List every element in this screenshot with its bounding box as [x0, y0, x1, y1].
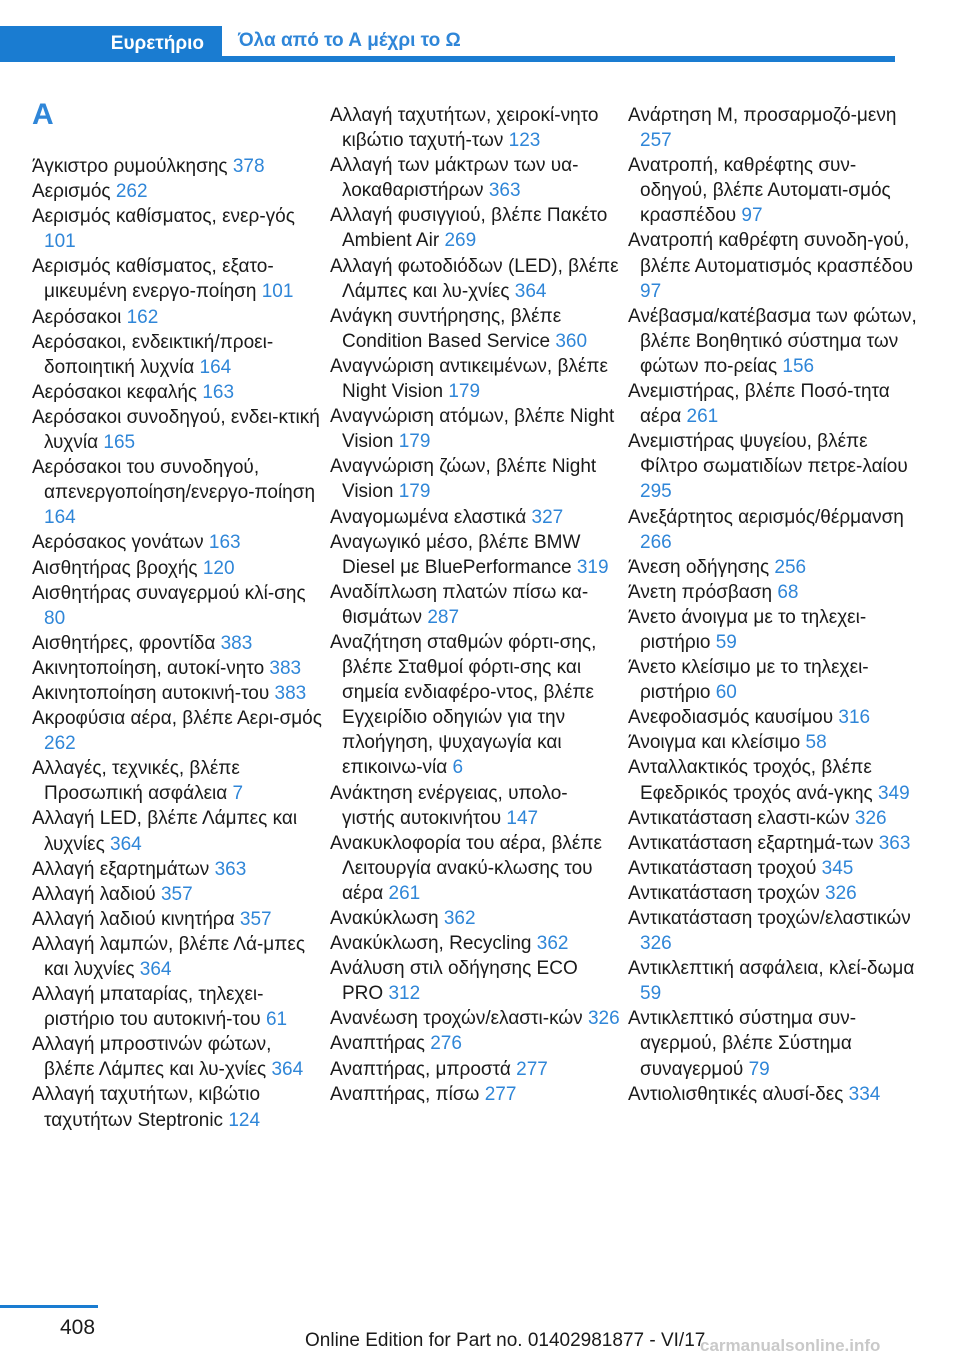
index-entry: [628, 705, 918, 730]
page-link[interactable]: 163: [202, 381, 235, 403]
page-link[interactable]: 266: [640, 531, 672, 553]
page-link[interactable]: 364: [514, 280, 547, 302]
index-entry: [32, 405, 322, 455]
entry-term: Αντιολισθητικές αλυσί‐δες: [628, 1083, 844, 1105]
page-link[interactable]: 357: [239, 908, 272, 930]
entry-term: Αλλαγή φυσιγγιού, βλέπε Πακέτο Ambient Air: [330, 205, 608, 252]
page-link[interactable]: 101: [44, 231, 76, 253]
entry-term: Αερισμός: [32, 181, 111, 203]
entry-term: Άνεση οδήγησης: [628, 556, 770, 578]
page-link[interactable]: 256: [774, 556, 807, 578]
index-entry: [628, 831, 918, 856]
index-entry: [330, 781, 620, 831]
entry-term: Άνετο άνοιγμα με το τηλεχει‐ριστήριο: [628, 606, 867, 653]
index-entry: [628, 956, 918, 1006]
page-link[interactable]: 277: [484, 1083, 517, 1105]
entry-term: Ανεμιστήρας ψυγείου, βλέπε Φίλτρο σωματιδίων πετρε‐λαίου: [628, 431, 908, 478]
watermark: carmanualsonline.info: [700, 1336, 881, 1355]
index-entry: [628, 505, 918, 555]
index-entry: [628, 580, 918, 605]
page-link[interactable]: 383: [274, 682, 307, 704]
index-entry: [628, 806, 918, 831]
page-link[interactable]: 101: [261, 281, 294, 303]
entry-term: Αναγωγικό μέσο, βλέπε BMW Diesel με BluePerformance: [330, 531, 581, 578]
page-link[interactable]: 363: [214, 858, 247, 880]
entry-term: Αντικατάσταση τροχού: [628, 857, 817, 879]
entry-term: Ακινητοποίηση αυτοκινή‐του: [32, 682, 270, 704]
entry-term: Αναπτήρας, μπροστά: [330, 1058, 511, 1080]
page-link[interactable]: 156: [782, 355, 815, 377]
index-entry: [628, 379, 918, 429]
index-entry: [32, 656, 322, 681]
page-link[interactable]: 162: [126, 306, 159, 328]
page-link[interactable]: 179: [398, 431, 431, 453]
entry-term: Ανάγκη συντήρησης, βλέπε Condition Based Service: [330, 305, 562, 352]
page-link[interactable]: 60: [715, 682, 737, 704]
page-number: 408: [60, 1316, 96, 1339]
page-link[interactable]: 364: [271, 1059, 304, 1081]
page-link[interactable]: 364: [139, 959, 172, 980]
page-link[interactable]: 378: [232, 156, 265, 177]
entry-term: Αναγομωμένα ελαστικά: [330, 506, 527, 528]
index-entry: [628, 881, 918, 906]
page-link[interactable]: 295: [640, 481, 672, 503]
entry-term: Ανεφοδιασμός καυσίμου: [628, 707, 834, 729]
page-link[interactable]: 165: [103, 432, 136, 454]
entry-term: Ανεξάρτητος αερισμός/θέρμανση: [628, 506, 904, 528]
page-link[interactable]: 326: [587, 1008, 620, 1030]
page-link[interactable]: 383: [269, 657, 302, 679]
index-entry: [32, 907, 322, 932]
entry-term: Αναγνώριση αντικειμένων, βλέπε Night Vision: [330, 355, 608, 403]
index-entry: [32, 556, 322, 581]
index-entry: [32, 330, 322, 380]
entry-term: Ανατροπή καθρέφτη συνοδη‐γού, βλέπε Αυτοματισμός κρασπέδου: [628, 230, 914, 277]
page-link[interactable]: 164: [44, 507, 76, 529]
entry-term: Αισθητήρας βροχής: [32, 557, 198, 579]
index-entry: [628, 153, 918, 228]
entry-term: Αναπτήρας: [330, 1033, 425, 1055]
page-link[interactable]: 61: [265, 1009, 288, 1031]
entry-term: Αλλαγή των μάκτρων των υα‐λοκαθαριστήρων: [330, 155, 579, 202]
page-link[interactable]: 262: [115, 181, 148, 203]
index-entry: [628, 429, 918, 504]
index-entry: [330, 956, 620, 1006]
index-entry: [330, 103, 620, 153]
page-link[interactable]: 362: [443, 908, 476, 929]
entry-term: Ανεμιστήρας, βλέπε Ποσό‐τητα αέρα: [628, 381, 890, 428]
page-link[interactable]: 59: [715, 631, 737, 653]
page-link[interactable]: 326: [640, 933, 672, 955]
page-link[interactable]: 345: [821, 857, 854, 879]
index-column-2: [330, 103, 620, 1107]
page-link[interactable]: 68: [777, 581, 799, 603]
entry-term: Αερόσακοι συνοδηγού, ενδει‐κτική λυχνία: [32, 406, 320, 454]
index-entry: [330, 931, 620, 956]
entry-term: Αλλαγές, τεχνικές, βλέπε Προσωπική ασφάλεια: [32, 758, 240, 805]
entry-term: Αντικατάσταση ελαστι‐κών: [628, 807, 850, 829]
page-link[interactable]: 79: [748, 1058, 770, 1080]
entry-term: Αλλαγή μπροστινών φώτων, βλέπε Λάμπες και λυ‐χνίες: [32, 1034, 272, 1081]
entry-term: Άνοιγμα και κλείσιμο: [628, 732, 801, 754]
index-entry: [32, 756, 322, 806]
entry-term: Αλλαγή λαδιού κινητήρα: [32, 908, 235, 930]
header-bar: [0, 26, 895, 62]
index-entry: [628, 906, 918, 956]
entry-term: Ακινητοποίηση, αυτοκί‐νητο: [32, 657, 265, 679]
index-entry: [330, 354, 620, 404]
entry-term: Άνετη πρόσβαση: [628, 581, 773, 603]
page-link[interactable]: 363: [488, 180, 521, 202]
entry-term: Αισθητήρας συναγερμού κλί‐σης: [32, 582, 306, 604]
entry-term: Ανακυκλοφορία του αέρα, βλέπε Λειτουργία ανακύ‐κλωσης του αέρα: [330, 832, 602, 904]
index-entry: [628, 755, 918, 805]
entry-term: Αερόσακοι κεφαλής: [32, 381, 198, 403]
page-link[interactable]: 120: [202, 557, 235, 579]
page-link[interactable]: 349: [877, 782, 910, 804]
page-link[interactable]: 326: [854, 807, 887, 829]
index-entry: [628, 1006, 918, 1081]
entry-term: Αλλαγή ταχυτήτων, χειροκί‐νητο κιβώτιο ταχυτή‐των: [330, 105, 599, 152]
page-link[interactable]: 357: [160, 883, 193, 905]
page-link[interactable]: 383: [220, 632, 253, 654]
page-link[interactable]: 316: [838, 707, 871, 729]
page-link[interactable]: 334: [848, 1083, 881, 1105]
index-entry: [32, 204, 322, 254]
entry-term: Άνετο κλείσιμο με το τηλεχει‐ριστήριο: [628, 657, 869, 704]
index-entry: [628, 555, 918, 580]
entry-term: Αντικατάσταση τροχών/ελαστικών: [628, 908, 911, 929]
index-entry: [628, 730, 918, 755]
index-entry: [32, 581, 322, 631]
entry-term: Αερισμός καθίσματος, εξατο‐μικευμένη ενεργο‐ποίηση: [32, 256, 274, 303]
entry-term: Άγκιστρο ρυμούλκησης: [32, 156, 228, 177]
page-link[interactable]: 326: [825, 882, 857, 904]
entry-term: Αερόσακοι: [32, 306, 122, 328]
tab-index[interactable]: Ευρετήριο: [0, 26, 222, 62]
entry-term: Ανανέωση τροχών/ελαστι‐κών: [330, 1008, 583, 1030]
index-entry: [330, 580, 620, 630]
section-letter: Α: [32, 98, 54, 131]
index-column-3: [628, 103, 918, 1107]
page-link[interactable]: 269: [444, 230, 477, 252]
page-link[interactable]: 362: [536, 933, 569, 955]
index-entry: [32, 706, 322, 756]
entry-term: Ανάλυση στιλ οδήγησης ECO PRO: [330, 958, 578, 1005]
entry-term: Αντικατάσταση εξαρτημά‐των: [628, 832, 874, 854]
entry-term: Ανάκτηση ενέργειας, υπολο‐γιστής αυτοκινήτου: [330, 782, 568, 829]
entry-term: Αντικλεπτική ασφάλεια, κλεί‐δωμα: [628, 958, 915, 980]
entry-term: Αναγνώριση ατόμων, βλέπε Night Vision: [330, 406, 615, 453]
entry-term: Ακροφύσια αέρα, βλέπε Αερι‐σμός: [32, 708, 322, 730]
entry-term: Ανέβασμα/κατέβασμα των φώτων, βλέπε Βοηθητικό σύστημα των φώτων πο‐ρείας: [628, 305, 917, 377]
index-entry: [32, 305, 322, 330]
index-entry: [330, 1031, 620, 1056]
entry-term: Αλλαγή LED, βλέπε Λάμπες και λυχνίες: [32, 808, 298, 855]
entry-term: Ανταλλακτικός τροχός, βλέπε Εφεδρικός τροχός ανά‐γκης: [628, 757, 873, 804]
index-entry: [628, 856, 918, 881]
page-link[interactable]: 163: [208, 532, 241, 554]
page-link[interactable]: 124: [228, 1109, 261, 1131]
entry-term: Ανακύκλωση: [330, 908, 439, 929]
index-entry: [330, 530, 620, 580]
entry-term: Αισθητήρες, φροντίδα: [32, 632, 216, 654]
page-link[interactable]: 276: [430, 1033, 462, 1055]
index-entry: [32, 681, 322, 706]
page-link[interactable]: 58: [805, 732, 827, 754]
edition-text: Online Edition for Part no. 01402981877 - VI/17: [305, 1330, 706, 1351]
page-link[interactable]: 287: [427, 606, 460, 628]
index-entry: [330, 254, 620, 304]
page-link[interactable]: 262: [44, 733, 76, 755]
page-link[interactable]: 319: [576, 556, 609, 578]
index-entry: [330, 304, 620, 354]
index-entry: [628, 605, 918, 655]
page-link[interactable]: 363: [878, 832, 911, 854]
entry-term: Ανατροπή, καθρέφτης συν‐οδηγού, βλέπε Αυτοματι‐σμός κρασπέδου: [628, 155, 891, 227]
index-entry: [628, 1082, 918, 1107]
entry-term: Αλλαγή εξαρτημάτων: [32, 858, 210, 880]
index-entry: [32, 380, 322, 405]
index-entry: [330, 404, 620, 454]
page-link[interactable]: 327: [531, 506, 564, 528]
index-entry: [32, 806, 322, 856]
page-link[interactable]: 80: [44, 607, 66, 629]
index-entry: [330, 203, 620, 253]
index-entry: [628, 655, 918, 705]
page-link[interactable]: 147: [506, 807, 539, 829]
index-entry: [330, 1082, 620, 1107]
entry-term: Αναγνώριση ζώων, βλέπε Night Vision: [330, 456, 597, 503]
index-entry: [32, 455, 322, 530]
index-entry: [32, 154, 322, 179]
index-entry: [330, 906, 620, 931]
index-column-1: [32, 154, 322, 1133]
page-link[interactable]: 179: [448, 381, 481, 403]
footer-rule: [0, 1305, 98, 1308]
entry-term: Αντικατάσταση τροχών: [628, 882, 820, 904]
page-link[interactable]: 97: [640, 280, 662, 302]
entry-term: Αλλαγή μπαταρίας, τηλεχει‐ριστήριο του αυτοκινή‐του: [32, 984, 264, 1031]
entry-term: Ανάρτηση M, προσαρμοζό‐μενη: [628, 105, 897, 126]
index-entry: [32, 882, 322, 907]
index-entry: [32, 530, 322, 555]
index-entry: [32, 982, 322, 1032]
entry-term: Αλλαγή ταχυτήτων, κιβώτιο ταχυτήτων Steptronic: [32, 1084, 261, 1131]
entry-term: Αερισμός καθίσματος, ενερ‐γός: [32, 206, 295, 228]
index-entry: [32, 631, 322, 656]
index-entry: [330, 153, 620, 203]
entry-term: Αντικλεπτικό σύστημα συν‐αγερμού, βλέπε Σύστημα συναγερμού: [628, 1008, 857, 1080]
index-entry: [330, 454, 620, 504]
page-link[interactable]: 6: [452, 757, 464, 779]
index-entry: [32, 1032, 322, 1082]
entry-term: Αερόσακος γονάτων: [32, 532, 204, 554]
index-entry: [32, 179, 322, 204]
entry-term: Αερόσακοι, ενδεικτική/προει‐δοποιητική λυχνία: [32, 331, 274, 378]
page-link[interactable]: 59: [640, 983, 662, 1005]
page-link[interactable]: 261: [388, 882, 421, 904]
page-link[interactable]: 360: [555, 330, 588, 352]
index-entry: [628, 103, 918, 153]
index-entry: [32, 1082, 322, 1132]
page-link[interactable]: 7: [232, 783, 244, 805]
page-link[interactable]: 277: [516, 1058, 548, 1080]
index-entry: [32, 857, 322, 882]
entry-term: Ανακύκλωση, Recycling: [330, 933, 532, 955]
page-link[interactable]: 179: [398, 481, 431, 503]
page-link[interactable]: 97: [741, 205, 763, 227]
page-link[interactable]: 364: [110, 833, 142, 855]
index-entry: [628, 304, 918, 379]
entry-term: Αναζήτηση σταθμών φόρτι‐σης, βλέπε Σταθμοί φόρτι‐σης και σημεία ενδιαφέρο‐ντος, βλέπε Εγχειρίδιο οδηγιών για την πλοήγηση, ψυχαγωγία και επικοινω‐νία: [330, 631, 597, 779]
page-link[interactable]: 257: [640, 130, 672, 152]
entry-term: Αναπτήρας, πίσω: [330, 1083, 480, 1105]
index-entry: [32, 254, 322, 304]
index-entry: [32, 932, 322, 982]
index-entry: [628, 228, 918, 303]
page-link[interactable]: 261: [686, 406, 719, 428]
entry-term: Αλλαγή λαδιού: [32, 883, 156, 905]
entry-term: Αλλαγή φωτοδιόδων (LED), βλέπε Λάμπες και λυ‐χνίες: [330, 255, 619, 302]
entry-term: Αερόσακοι του συνοδηγού, απενεργοποίηση/ενεργο‐ποίηση: [32, 457, 316, 504]
page-link[interactable]: 312: [388, 983, 421, 1005]
page-link[interactable]: 123: [508, 130, 541, 152]
tab-a-to-z[interactable]: Όλα από το Α μέχρι το Ω: [222, 26, 895, 62]
entry-term: Αναδίπλωση πλατών πίσω κα‐θισμάτων: [330, 581, 589, 628]
index-entry: [330, 1057, 620, 1082]
page-link[interactable]: 164: [199, 356, 232, 378]
index-entry: [330, 630, 620, 781]
index-entry: [330, 1006, 620, 1031]
entry-term: Αλλαγή λαμπών, βλέπε Λά‐μπες και λυχνίες: [32, 933, 305, 980]
index-entry: [330, 831, 620, 906]
index-entry: [330, 505, 620, 530]
